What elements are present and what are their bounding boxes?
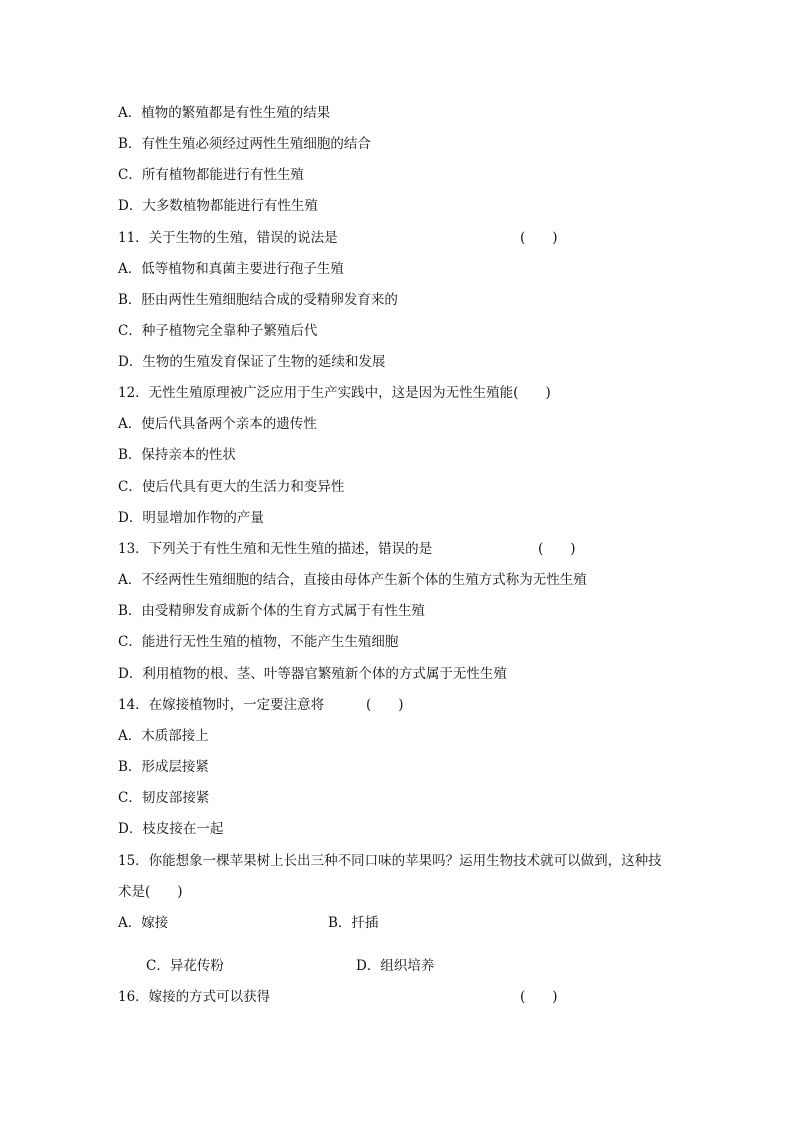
q13-stem: 13．下列关于有性生殖和无性生殖的描述，错误的是 [118, 541, 433, 557]
q15-stem-line1: 15．你能想象一棵苹果树上长出三种不同口味的苹果吗？运用生物技术就可以做到，这种技 [118, 853, 662, 869]
q10-option-b: B．有性生殖必须经过两性生殖细胞的结合 [118, 136, 371, 152]
q11-option-b: B．胚由两性生殖细胞结合成的受精卵发育来的 [118, 292, 398, 308]
q15-option-a: A．嫁接 [118, 915, 169, 931]
q15-option-b: B．扦插 [328, 915, 379, 931]
q13-option-b: B．由受精卵发育成新个体的生育方式属于有性生殖 [118, 603, 425, 619]
q14-option-b: B．形成层接紧 [118, 759, 209, 775]
q12-option-c: C．使后代具有更大的生活力和变异性 [118, 479, 345, 495]
q10-option-c: C．所有植物都能进行有性生殖 [118, 167, 304, 183]
q12-option-b: B．保持亲本的性状 [118, 447, 236, 463]
q13-option-d: D．利用植物的根、茎、叶等器官繁殖新个体的方式属于无性生殖 [118, 666, 507, 682]
q10-option-a: A．植物的繁殖都是有性生殖的结果 [118, 105, 331, 121]
q16-answer-paren: ( ) [520, 989, 558, 1005]
q12-stem: 12．无性生殖原理被广泛应用于生产实践中，这是因为无性生殖能( ) [118, 385, 551, 401]
q16-stem: 16．嫁接的方式可以获得 [118, 989, 271, 1005]
q12-option-d: D．明显增加作物的产量 [118, 510, 264, 526]
q13-option-c: C．能进行无性生殖的植物，不能产生生殖细胞 [118, 634, 399, 650]
q15-stem-line2: 术是( ) [118, 884, 183, 900]
q14-option-a: A．木质部接上 [118, 728, 209, 744]
q11-option-d: D．生物的生殖发育保证了生物的延续和发展 [118, 354, 386, 370]
q12-option-a: A．使后代具备两个亲本的遗传性 [118, 416, 317, 432]
q14-option-d: D．枝皮接在一起 [118, 821, 224, 837]
q11-answer-paren: ( ) [520, 230, 558, 246]
q10-option-d: D．大多数植物都能进行有性生殖 [118, 198, 318, 214]
q13-option-a: A．不经两性生殖细胞的结合，直接由母体产生新个体的生殖方式称为无性生殖 [118, 572, 587, 588]
q14-answer-paren: ( ) [366, 697, 404, 713]
q15-option-d: D．组织培养 [356, 958, 435, 974]
q14-stem: 14．在嫁接植物时，一定要注意将 [118, 697, 325, 713]
q11-option-a: A．低等植物和真菌主要进行孢子生殖 [118, 261, 344, 277]
q11-stem: 11．关于生物的生殖，错误的说法是 [118, 230, 338, 246]
q11-option-c: C．种子植物完全靠种子繁殖后代 [118, 323, 318, 339]
q15-option-c: C．异花传粉 [146, 958, 224, 974]
q13-answer-paren: ( ) [538, 541, 576, 557]
q14-option-c: C．韧皮部接紧 [118, 790, 210, 806]
